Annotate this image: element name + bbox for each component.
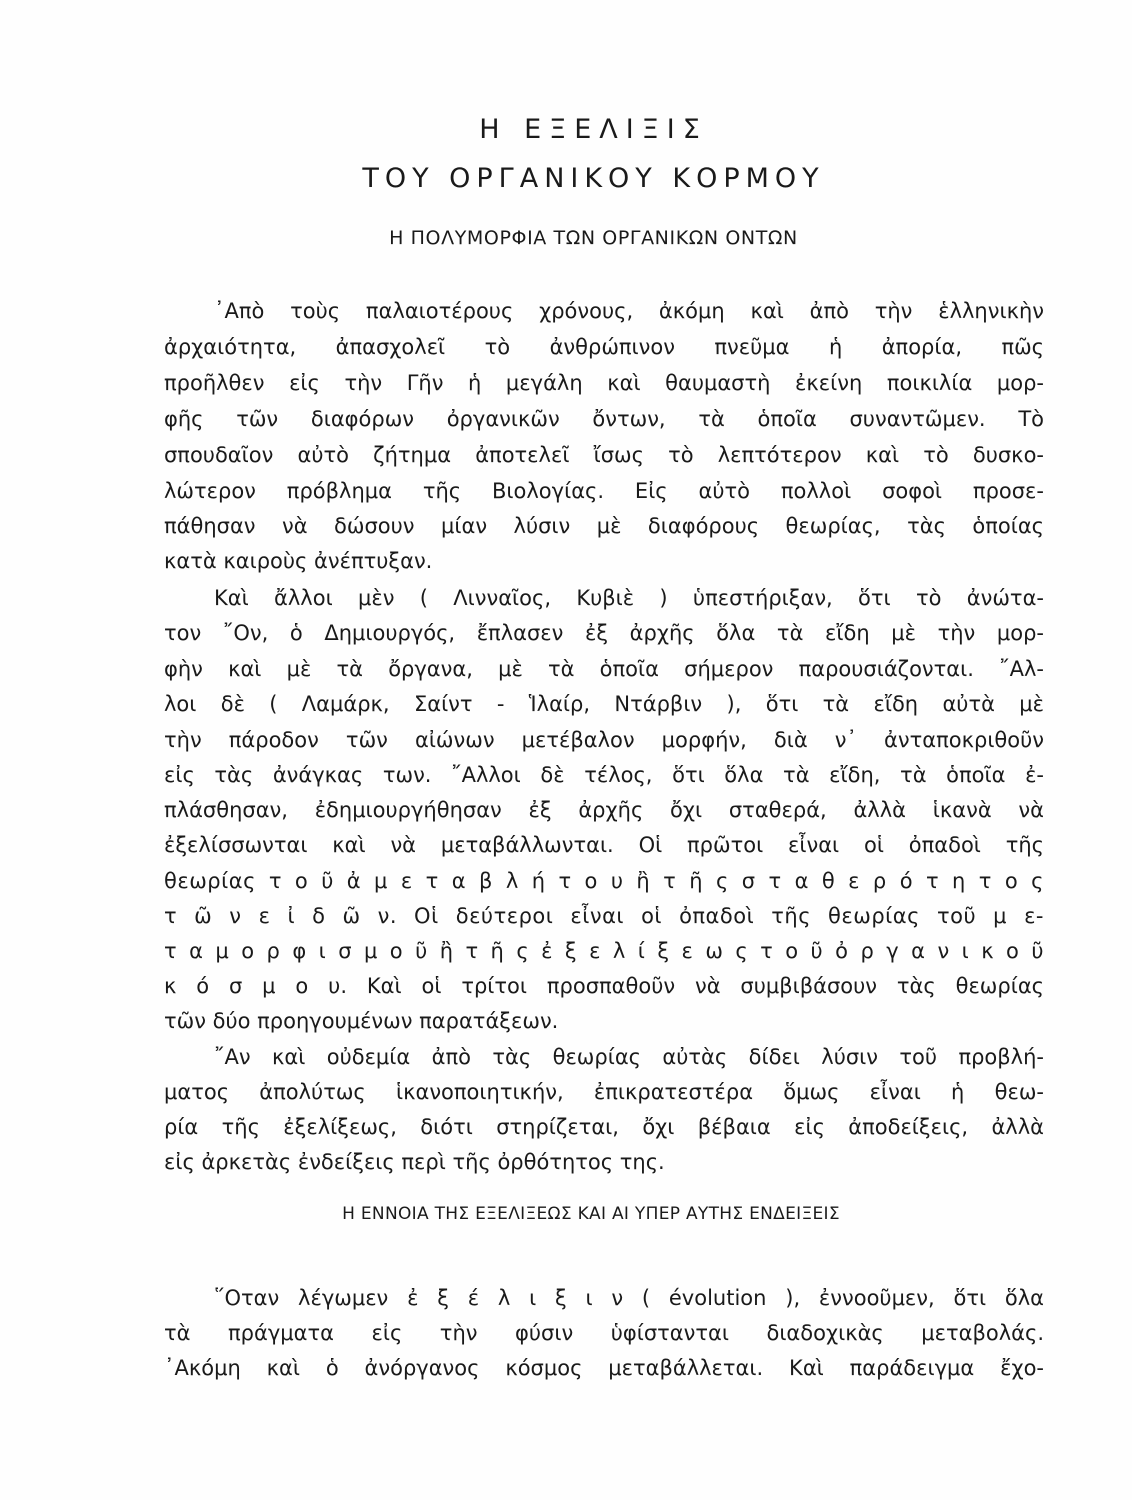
text-line: τὴν πάροδον τῶν αἰώνων μετέβαλον μορφήν, διὰ ν᾿ ἀνταποκριθοῦν [164, 728, 1044, 752]
chapter-title-line-1: Η ΕΞΕΛΙΞΙΣ [479, 114, 708, 145]
text-line: φὴν καὶ μὲ τὰ ὄργανα, μὲ τὰ ὁποῖα σήμερον παρουσιάζονται. ῎Αλ- [164, 657, 1044, 681]
text-line: Καὶ ἄλλοι μὲν ( Λινναῖος, Κυβιὲ ) ὑπεστήριξαν, ὅτι τὸ ἀνώτα- [214, 586, 1044, 610]
text-line: λοι δὲ ( Λαμάρκ, Σαίντ - Ἱλαίρ, Ντάρβιν ), ὅτι τὰ εἴδη αὐτὰ μὲ [164, 692, 1044, 716]
text-line: σπουδαῖον αὐτὸ ζήτημα ἀποτελεῖ ἴσως τὸ λεπτότερον καὶ τὸ δυσκο- [164, 443, 1044, 467]
text-line: ἀρχαιότητα, ἀπασχολεῖ τὸ ἀνθρώπινον πνεῦμα ἡ ἀπορία, πῶς [164, 335, 1044, 359]
chapter-title-line-2: ΤΟΥ ΟΡΓΑΝΙΚΟΥ ΚΟΡΜΟΥ [362, 163, 825, 194]
text-line: ματος ἀπολύτως ἱκανοποιητικήν, ἐπικρατεστέρα ὅμως εἶναι ἡ θεω- [164, 1080, 1044, 1104]
text-line: λώτερον πρόβλημα τῆς Βιολογίας. Εἰς αὐτὸ πολλοὶ σοφοὶ προσε- [164, 479, 1044, 503]
text-line: τον ῎Ον, ὁ Δημιουργός, ἔπλασεν ἐξ ἀρχῆς ὅλα τὰ εἴδη μὲ τὴν μορ- [164, 621, 1044, 645]
text-line: ῞Οταν λέγωμεν ἐ ξ έ λ ι ξ ι ν ( évolution ), ἐννοοῦμεν, ὅτι ὅλα [214, 1286, 1044, 1310]
text-line: ᾿Απὸ τοὺς παλαιοτέρους χρόνους, ἀκόμη καὶ ἀπὸ τὴν ἑλληνικὴν [214, 299, 1044, 323]
text-line: κ ό σ μ ο υ. Καὶ οἱ τρίτοι προσπαθοῦν νὰ συμβιβάσουν τὰς θεωρίας [164, 974, 1044, 998]
text-line: προῆλθεν εἰς τὴν Γῆν ἡ μεγάλη καὶ θαυμαστὴ ἐκείνη ποικιλία μορ- [164, 371, 1044, 395]
text-line: εἰς ἀρκετὰς ἐνδείξεις περὶ τῆς ὀρθότητος της. [164, 1150, 665, 1174]
text-line: φῆς τῶν διαφόρων ὀργανικῶν ὄντων, τὰ ὁποῖα συναντῶμεν. Τὸ [164, 407, 1044, 431]
text-line: τ ῶ ν ε ἰ δ ῶ ν. Οἱ δεύτεροι εἶναι οἱ ὀπαδοὶ τῆς θεωρίας τοῦ μ ε- [164, 904, 1044, 928]
text-line: ἐξελίσσωνται καὶ νὰ μεταβάλλωνται. Οἱ πρῶτοι εἶναι οἱ ὀπαδοὶ τῆς [164, 833, 1044, 857]
section-heading-evolution: Η ΕΝΝΟΙΑ ΤΗΣ ΕΞΕΛΙΞΕΩΣ ΚΑΙ ΑΙ ΥΠΕΡ ΑΥΤΗΣ ΕΝΔΕΙΞΕΙΣ [342, 1204, 840, 1224]
section-heading-polymorphia: Η ΠΟΛΥΜΟΡΦΙΑ ΤΩΝ ΟΡΓΑΝΙΚΩΝ ΟΝΤΩΝ [389, 227, 798, 249]
text-line: πάθησαν νὰ δώσουν μίαν λύσιν μὲ διαφόρους θεωρίας, τὰς ὁποίας [164, 514, 1044, 538]
text-line: τὰ πράγματα εἰς τὴν φύσιν ὑφίστανται διαδοχικὰς μεταβολάς. [164, 1321, 1044, 1345]
text-line: ᾿Ακόμη καὶ ὁ ἀνόργανος κόσμος μεταβάλλεται. Καὶ παράδειγμα ἔχο- [164, 1356, 1044, 1380]
text-line: τῶν δύο προηγουμένων παρατάξεων. [164, 1009, 559, 1033]
text-line: ῎Αν καὶ οὐδεμία ἀπὸ τὰς θεωρίας αὐτὰς δίδει λύσιν τοῦ προβλή- [214, 1045, 1044, 1069]
text-line: θεωρίας τ ο ῦ ἀ μ ε τ α β λ ή τ ο υ ἢ τ ῆ ς σ τ α θ ε ρ ό τ η τ ο ς [164, 869, 1044, 893]
text-line: τ α μ ο ρ φ ι σ μ ο ῦ ἢ τ ῆ ς ἐ ξ ε λ ί ξ ε ω ς τ ο ῦ ὀ ρ γ α ν ι κ ο ῦ [164, 939, 1044, 963]
text-line: κατὰ καιροὺς ἀνέπτυξαν. [164, 549, 433, 573]
text-line: ρία τῆς ἐξελίξεως, διότι στηρίζεται, ὄχι βέβαια εἰς ἀποδείξεις, ἀλλὰ [164, 1115, 1044, 1139]
text-line: εἰς τὰς ἀνάγκας των. ῎Αλλοι δὲ τέλος, ὅτι ὅλα τὰ εἴδη, τὰ ὁποῖα ἐ- [164, 763, 1044, 787]
text-line: πλάσθησαν, ἐδημιουργήθησαν ἐξ ἀρχῆς ὄχι σταθερά, ἀλλὰ ἱκανὰ νὰ [164, 798, 1044, 822]
